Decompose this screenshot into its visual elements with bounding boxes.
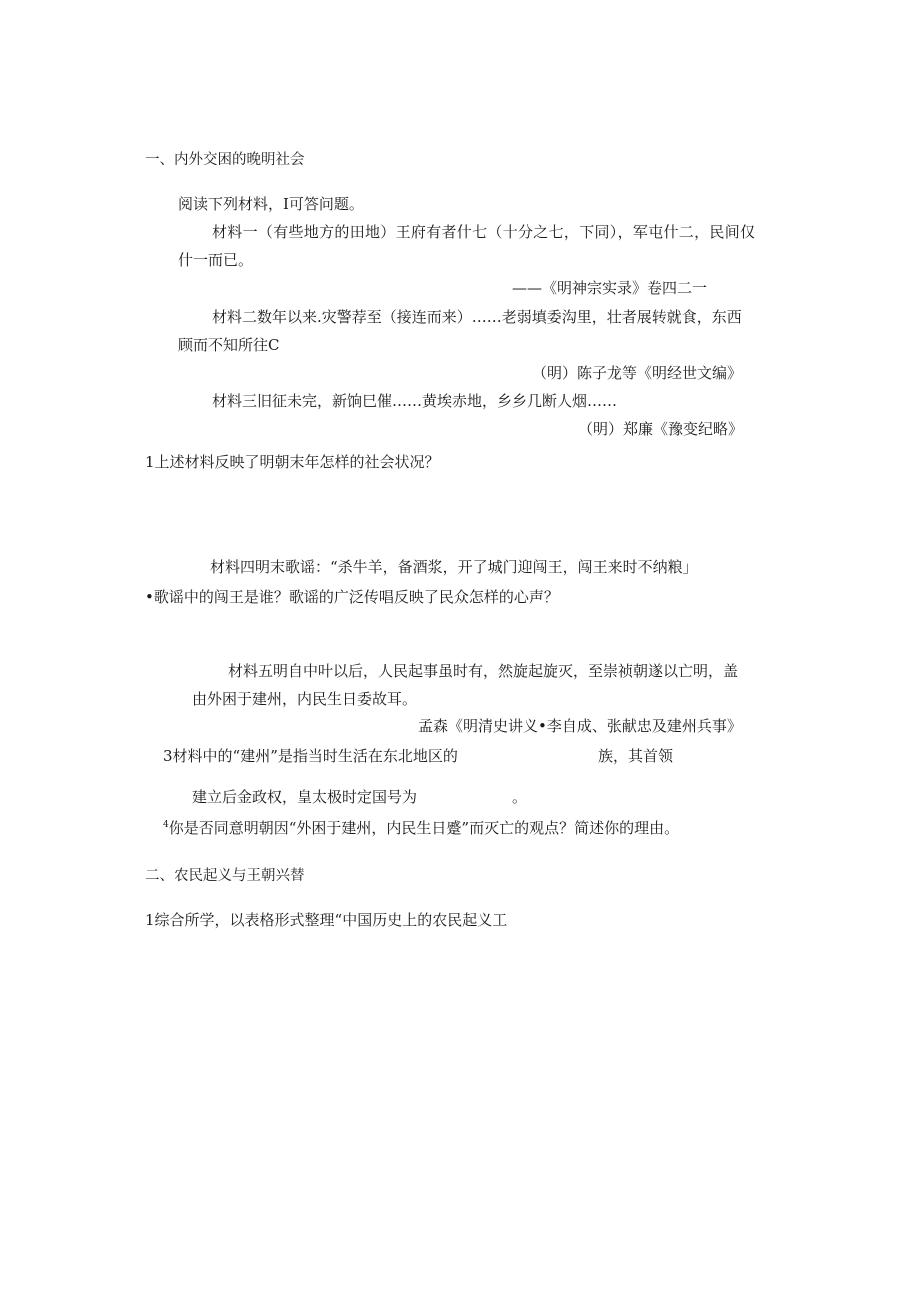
material2-line2: 顾而不知所往C (178, 336, 280, 354)
question-4-text: 你是否同意明朝因“外困于建州，内民生日蹙”而灭亡的观点？简述你的理由。 (168, 819, 680, 837)
section2-question-1 (145, 910, 507, 930)
material2-line1-text: 材料二数年以来.灾警荐至（接连而来）……老弱填委沟里，壮者展转就食，东西 (212, 308, 742, 326)
section1-title: 一、内外交困的晚明社会 (145, 152, 305, 168)
question-3-line2-part2: 。 (512, 788, 528, 806)
material3-source: （明）郑廉《豫变纪略》 (578, 420, 744, 438)
section2-title: 二、农民起义与王朝兴替 (145, 868, 305, 884)
material3-line1: 材料三旧征未完，新饷巳催……黄埃赤地，乡乡几断人烟…… (212, 392, 618, 410)
material5-line1: 材料五明自中叶以后，人民起事虽时有，然旋起旋灭，至崇祯朝遂以亡明，盖 (228, 662, 739, 680)
question-3-line2-part1: 建立后金政权，皇太极时定国号为 (192, 788, 418, 806)
material1-source: ——《明神宗实录》卷四二一 (512, 279, 708, 297)
material2-source: （明）陈子龙等《明经世文编》 (532, 364, 743, 382)
material5-source: 孟森《明清史讲义•李自成、张献忠及建州兵事》 (418, 717, 742, 735)
material4-line1: 材料四明末歌谣：“杀牛羊，备酒浆，开了城门迎闯王，闯王来时不纳粮」 (210, 558, 698, 576)
question-4-number: 4 (163, 820, 169, 830)
question-1 (145, 452, 440, 472)
question-1-text: 上述材料反映了明朝末年怎样的社会状况？ (154, 453, 440, 471)
material1-line2: 什一而已。 (178, 251, 254, 269)
material1-line1: 材料一（有些地方的田地）王府有者什七（十分之七，下同），军屯什二，民间仅 (212, 223, 756, 241)
material5-line2: 由外困于建州，内民生日委故耳。 (192, 690, 418, 708)
section2-question-1-number: 1 (145, 911, 155, 929)
question-3-number: 3 (163, 747, 173, 765)
instruction: 阅读下列材料，I可答问题。 (178, 195, 364, 213)
question-3-text-part1: 材料中的“建州”是指当时生活在东北地区的 (172, 747, 458, 765)
question-1-number: 1 (145, 453, 155, 471)
question-3-text-part2: 族，其首领 (598, 747, 674, 765)
question-4 (163, 815, 679, 838)
question-2: •歌谣中的闯王是谁？歌谣的广泛传唱反映了民众怎样的心声？ (145, 588, 559, 606)
section2-question-1-text: 综合所学，以表格形式整理“中国历史上的农民起义工 (154, 911, 508, 929)
question-3 (163, 746, 458, 766)
